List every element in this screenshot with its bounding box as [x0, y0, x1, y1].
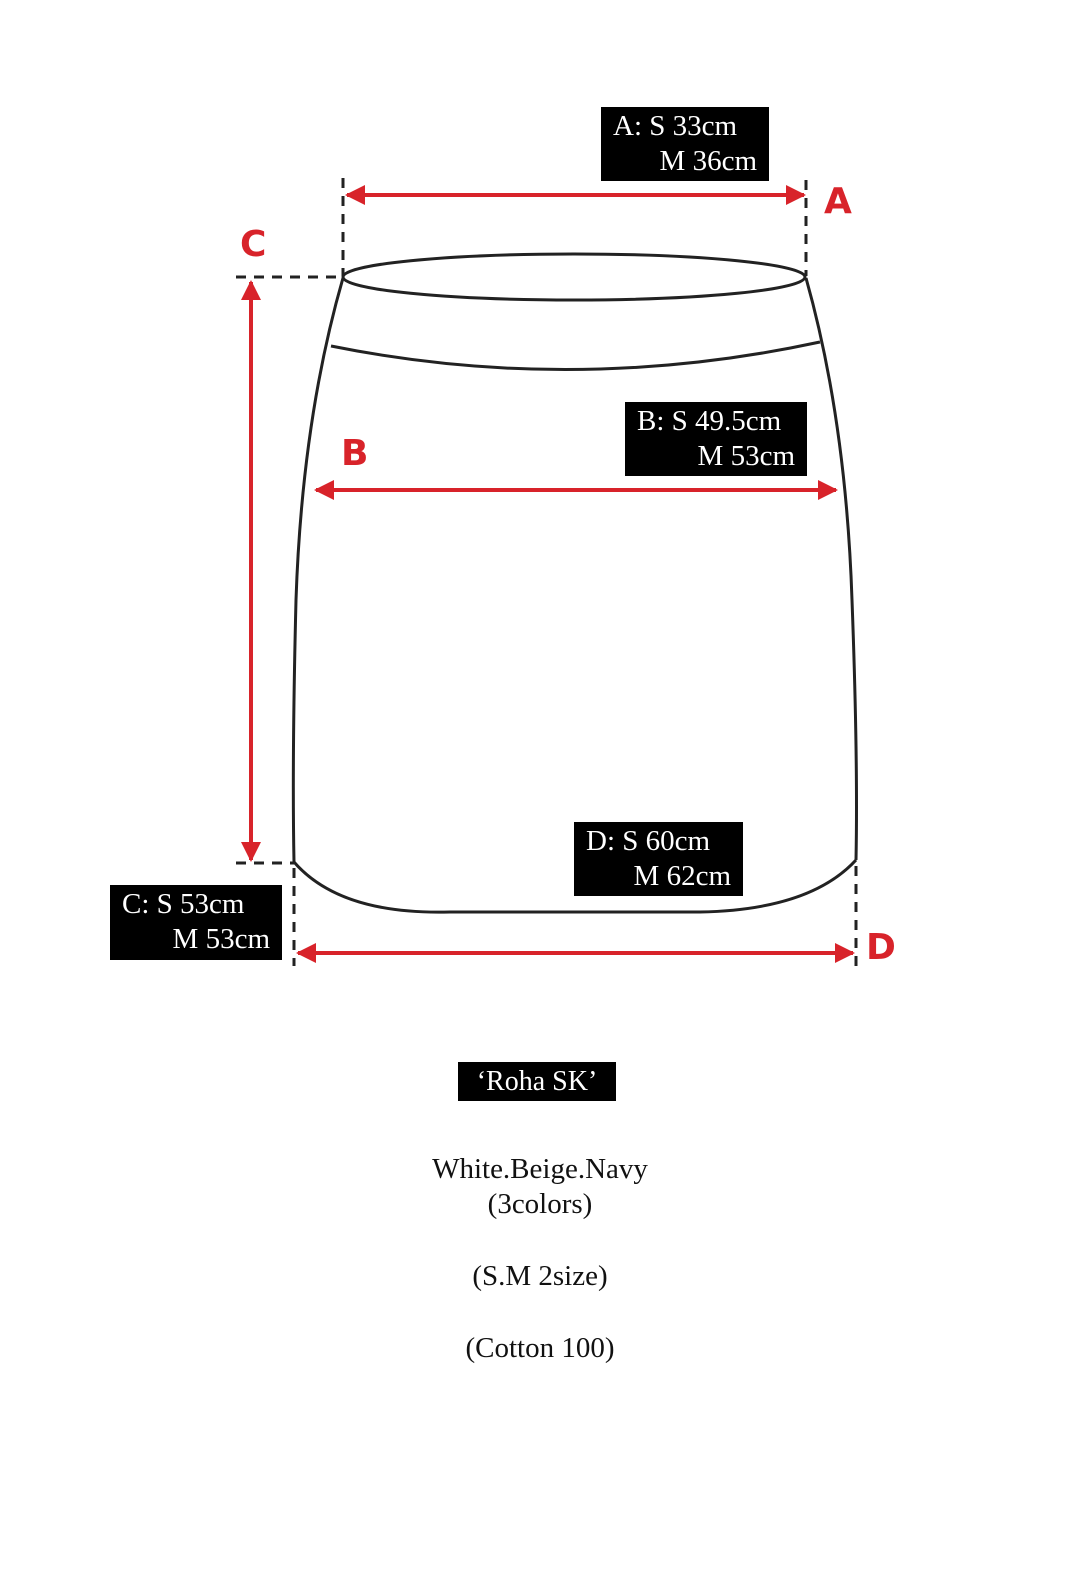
letter-c: C	[240, 224, 267, 265]
skirt-left-side	[293, 278, 343, 862]
measure-a-medium: M 36cm	[659, 145, 757, 177]
measure-d-medium: M 62cm	[633, 860, 731, 892]
waist-opening	[343, 254, 805, 300]
letter-b: B	[341, 433, 369, 474]
letter-a: A	[824, 181, 852, 222]
measure-label-a	[601, 107, 769, 181]
measure-b-medium: M 53cm	[697, 440, 795, 472]
waistband-seam	[331, 342, 820, 370]
measure-c-small: C: S 53cm	[122, 888, 245, 920]
product-material: (Cotton 100)	[465, 1332, 615, 1364]
measure-b-small: B: S 49.5cm	[637, 405, 782, 437]
measure-label-d	[574, 822, 743, 896]
product-sizes: (S.M 2size)	[472, 1260, 608, 1292]
product-colors-count: (3colors)	[487, 1188, 593, 1220]
product-colors: White.Beige.Navy	[432, 1153, 648, 1185]
reference-lines	[236, 178, 856, 966]
measure-label-b	[625, 402, 807, 476]
measure-arrows	[251, 195, 853, 953]
measure-label-c	[110, 885, 282, 960]
product-name: ‘Roha SK’	[458, 1062, 616, 1101]
letter-d: D	[866, 927, 896, 968]
measure-d-small: D: S 60cm	[586, 825, 711, 857]
skirt-right-side	[806, 278, 857, 860]
measure-a-small: A: S 33cm	[613, 110, 738, 142]
measure-c-medium: M 53cm	[172, 923, 270, 955]
skirt-outline	[293, 254, 856, 912]
